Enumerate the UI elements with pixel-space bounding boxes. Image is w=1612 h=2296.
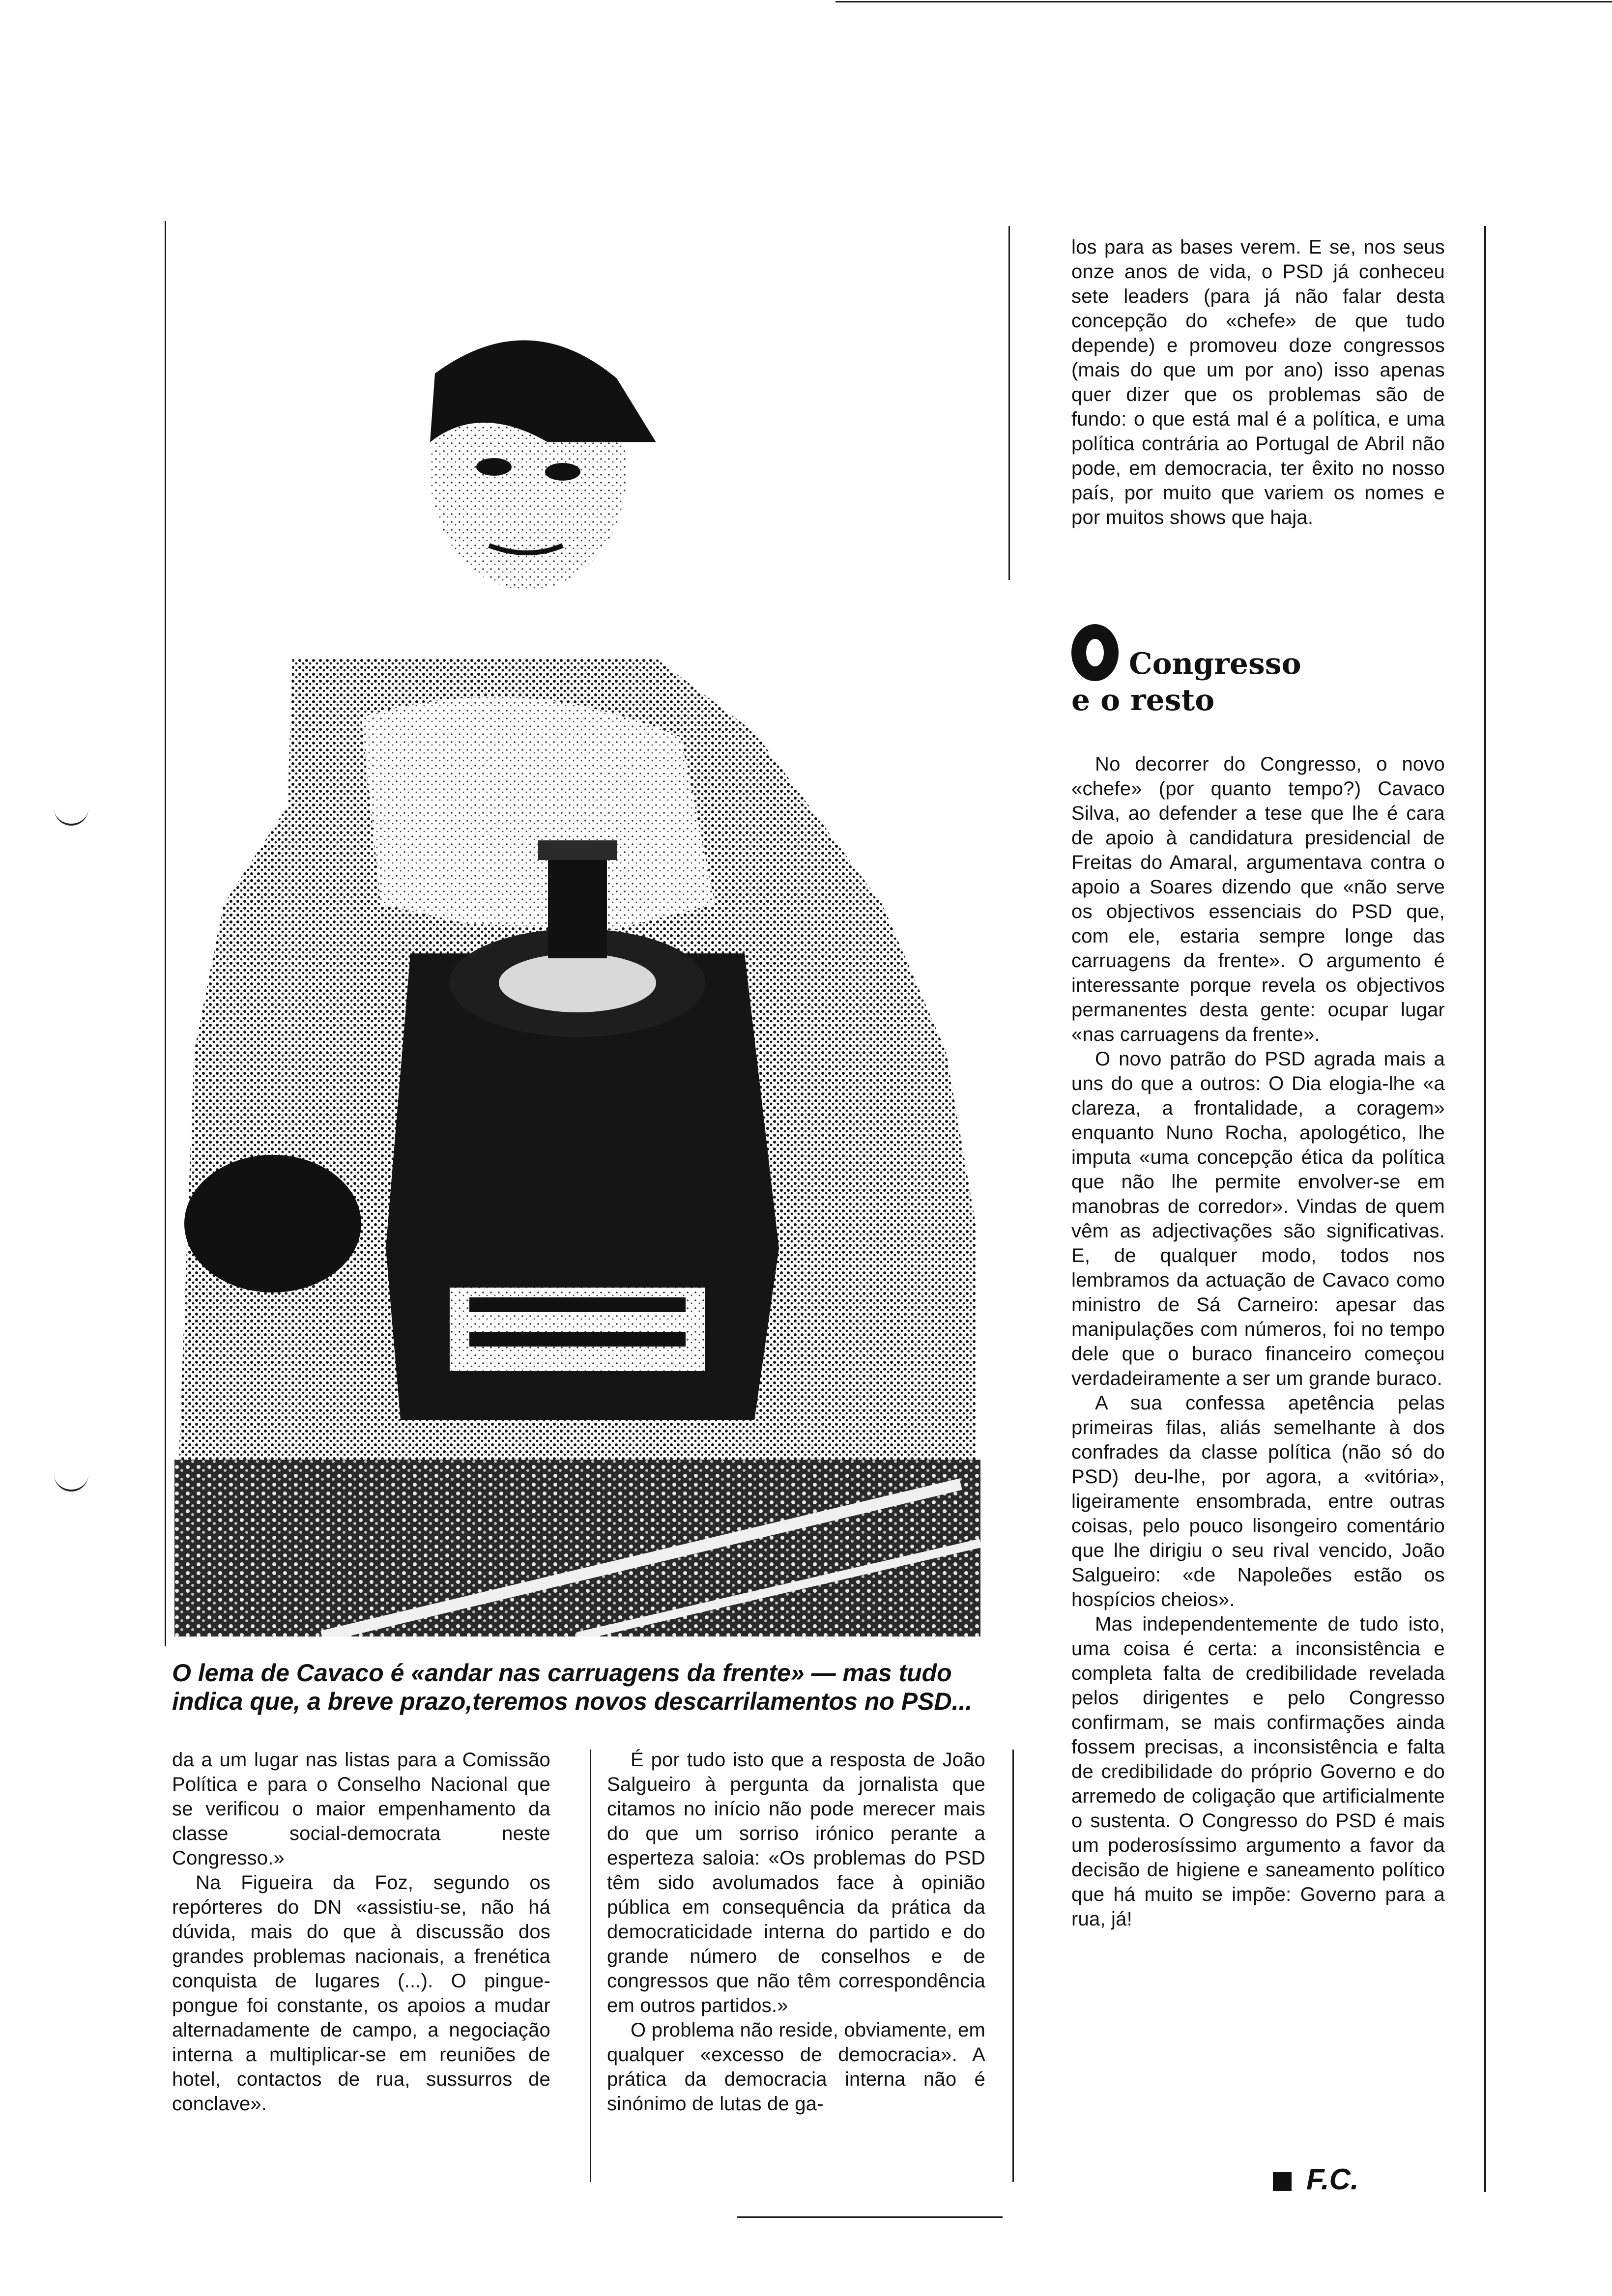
left-column-rule xyxy=(165,221,166,1646)
right-edge-rule xyxy=(1484,226,1486,2192)
photo-caption: O lema de Cavaco é «andar nas carruagens da frente» — mas tudo indica que, a breve prazo,teremos novos descarrilamentos no PSD... xyxy=(172,1659,973,1715)
heading-initial-o xyxy=(1071,624,1119,681)
punch-hole-mark-lower xyxy=(54,1472,88,1492)
right-column-rule-top xyxy=(1008,226,1010,580)
bottom-column-divider-left xyxy=(590,1750,591,2182)
paragraph: A sua confessa apetência pelas primeiras filas, aliás semelhante à dos confrades da classe política (não só do PSD) deu-lhe, por agora, a «vitória», ligeiramente ensombrada, entre outras coisas, pelo pouco lisongeiro comentário que lhe dirigiu o seu rival vencido, João Salgueiro: «de Napoleões estão os hospícios cheios». xyxy=(1071,1392,1445,1610)
bottom-short-rule xyxy=(737,2216,1003,2218)
punch-hole-mark-upper xyxy=(54,806,88,826)
top-edge-rule xyxy=(835,1,1612,2)
section-heading xyxy=(1071,624,1465,718)
author-initials: F.C. xyxy=(1306,2163,1359,2196)
author-signoff xyxy=(1273,2162,1359,2196)
bottom-column-divider-right xyxy=(1012,1750,1014,2182)
heading-line-1: Congresso xyxy=(1128,647,1301,681)
paragraph: los para as bases verem. E se, nos seus onze anos de vida, o PSD já conheceu sete leaders (para já não falar desta concepção do «chefe» de que tudo depende) e promoveu doze congressos (mais do que um por ano) isso apenas quer dizer que os problemas são de fundo: o que está mal é a política, e uma política contrária ao Portugal de Abril não pode, em democracia, ter êxito no nosso país, por muito que variem os nomes e por muitos shows que haja. xyxy=(1071,236,1445,528)
photo-man-with-toy-locomotive xyxy=(174,315,980,1636)
paragraph: Na Figueira da Foz, segundo os repórteres do DN «assistiu-se, não há dúvida, mais do que à discussão dos grandes problemas nacionais, a frenética conquista de lugares (...). O pingue-pongue foi constante, os apoios a mudar alternadamente de campo, a negociação interna a multiplicar-se em reuniões de hotel, contactos de rua, sussurros de conclave». xyxy=(172,1872,550,2115)
paragraph: O problema não reside, obviamente, em qualquer «excesso de democracia». A prática da democracia interna não é sinónimo de lutas de ga- xyxy=(607,2019,985,2115)
heading-line-2: e o resto xyxy=(1071,683,1215,718)
paragraph: da a um lugar nas listas para a Comissão Política e para o Conselho Nacional que se verificou o maior empenhamento da classe social-democrata neste Congresso.» xyxy=(172,1749,550,1869)
end-mark-square-icon xyxy=(1273,2172,1292,2191)
middle-column-text xyxy=(607,1748,985,2116)
left-column-text xyxy=(172,1748,550,2116)
paragraph: O novo patrão do PSD agrada mais a uns do que a outros: O Dia elogia-lhe «a clareza, a frontalidade, a coragem» enquanto Nuno Rocha, apologético, lhe imputa «uma concepção ética da política que não lhe permite envolver-se em manobras de corredor». Vindas de quem vêm as adjectivações são significativas. E, de qualquer modo, todos nos lembramos da actuação de Cavaco como ministro de Sá Carneiro: apesar das manipulações com números, foi no tempo dele que o buraco financeiro começou verdadeiramente a ser um grande buraco. xyxy=(1071,1048,1445,1389)
paragraph: É por tudo isto que a resposta de João Salgueiro à pergunta da jornalista que citamos no início não pode merecer mais do que um sorriso irónico perante a esperteza saloia: «Os problemas do PSD têm sido avolumados face à opinião pública em consequência da prática da democraticidade interna do partido e do grande número de conselhos e de congressos que não têm correspondência em outros partidos.» xyxy=(607,1749,985,2016)
right-column-top-text xyxy=(1071,235,1445,530)
paragraph: No decorrer do Congresso, o novo «chefe» (por quanto tempo?) Cavaco Silva, ao defender a tese que lhe é cara de apoio à candidatura presidencial de Freitas do Amaral, argumentava contra o apoio a Soares dizendo que «não serve os objectivos essenciais do PSD que, com ele, estaria sempre longe das carruagens da frente». O argumento é interessante porque revela os objectivos permanentes desta gente: ocupar lugar «nas carruagens da frente». xyxy=(1071,753,1445,1045)
right-column-body-text xyxy=(1071,752,1445,1931)
paragraph: Mas independentemente de tudo isto, uma coisa é certa: a inconsistência e completa falta de credibilidade revelada pelos dirigentes e pelo Congresso confirmam, se mais confirmações ainda fossem precisas, a inconsistência e falta de credibilidade do próprio Governo e do arremedo de coligação que artificialmente o sustenta. O Congresso do PSD é mais um poderosíssimo argumento a favor da decisão de higiene e saneamento político que há muito se impõe: Governo para a rua, já! xyxy=(1071,1613,1445,1930)
